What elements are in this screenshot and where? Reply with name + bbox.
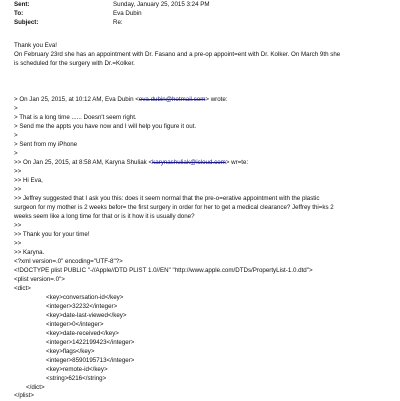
quoted-line: > That is a long time ...... Doesn't seem right.	[14, 114, 137, 121]
xml-line: <integer>1422199423</integer>	[46, 339, 135, 346]
xml-line: <key>remote-id</key>	[46, 366, 108, 373]
quoted-header-line	[14, 96, 228, 105]
xml-line: <integer>0</integer>	[46, 321, 104, 328]
xml-line: <key>conversation-id</key>	[46, 294, 124, 301]
quoted-header-suffix: > wr=te:	[225, 159, 249, 166]
xml-line: <key>date-last-viewed</key>	[46, 312, 127, 319]
subject-value: Re:	[113, 19, 123, 26]
quoted-line: >>	[14, 240, 22, 247]
xml-line: <string>6216</string>	[46, 375, 107, 382]
quoted-line: >>	[14, 186, 22, 193]
xml-line: <integer>8590195713</integer>	[46, 357, 135, 364]
quoted-line: > Sent from my iPhone	[14, 141, 78, 148]
body-line: is scheduled for the surgery with Dr.=Kolker.	[14, 60, 135, 67]
quoted-line: >> Karyna.	[14, 249, 45, 256]
sent-label: Sent:	[14, 1, 30, 8]
quoted-line: >> Thank you for your time!	[14, 231, 90, 238]
redacted-email-link[interactable]: karynashuliak@icloud.com	[152, 159, 226, 166]
sent-value: Sunday, January 25, 2015 3:24 PM	[113, 1, 210, 8]
xml-line: <!DOCTYPE plist PUBLIC "-//Apple//DTD PLIST 1.0//EN" "http://www.apple.com/DTDs/PropertyList-1.0.dtd">	[14, 267, 313, 274]
body-line: Thank you Eva!	[14, 42, 57, 49]
to-label: To:	[14, 10, 24, 17]
xml-line: </dict>	[26, 384, 45, 391]
quoted-line: >>	[14, 222, 22, 229]
quoted-line: surgeon for my mother is 2 weeks befor= the first surgery in order for her to get a medical clearance? Jeffrey thi=ks 2	[14, 204, 334, 211]
quoted-line: > Send me the appts you have now and I will help you figure it out.	[14, 123, 197, 130]
quoted-line: >> Hi Eva,	[14, 177, 43, 184]
quoted-line: >>	[14, 168, 22, 175]
body-line: On February 23rd she has an appointment with Dr. Fasano and a pre-op appoint=ent with Dr. Kolker. On March 9th she	[14, 51, 341, 58]
quoted-header-prefix: > On Jan 25, 2015, at 10:12 AM, Eva Dubin <	[14, 96, 139, 103]
quoted-line: >	[14, 150, 18, 157]
quoted-header-suffix: > wrote:	[205, 96, 228, 103]
quoted-header-prefix: >> On Jan 25, 2015, at 8:58 AM, Karyna Shuliak <	[14, 159, 153, 166]
xml-line: <integer>32232</integer>	[46, 303, 118, 310]
xml-line: <plist version=.0">	[14, 276, 65, 283]
subject-label: Subject:	[14, 19, 39, 26]
xml-line: <key>date-received</key>	[46, 330, 119, 337]
quoted-header-line	[14, 159, 248, 168]
quoted-line: >> Jeffrey suggested that I ask you this: does it seem normal that the pre-o=erative appointment with the plastic	[14, 195, 320, 202]
xml-line: <key>flags</key>	[46, 348, 95, 355]
quoted-line: >	[14, 105, 18, 112]
quoted-line: weeks seem like a long time for that or is it how it is usually done?	[14, 213, 195, 220]
quoted-line: >	[14, 132, 18, 139]
xml-line: <dict>	[14, 285, 31, 292]
to-value: Eva Dubin	[113, 10, 142, 17]
xml-line: <?xml version=.0" encoding="UTF-8"?>	[14, 258, 123, 265]
xml-line: </plist>	[14, 392, 34, 399]
redacted-email-link[interactable]: eva.dubin@hotmail.com	[138, 96, 206, 103]
